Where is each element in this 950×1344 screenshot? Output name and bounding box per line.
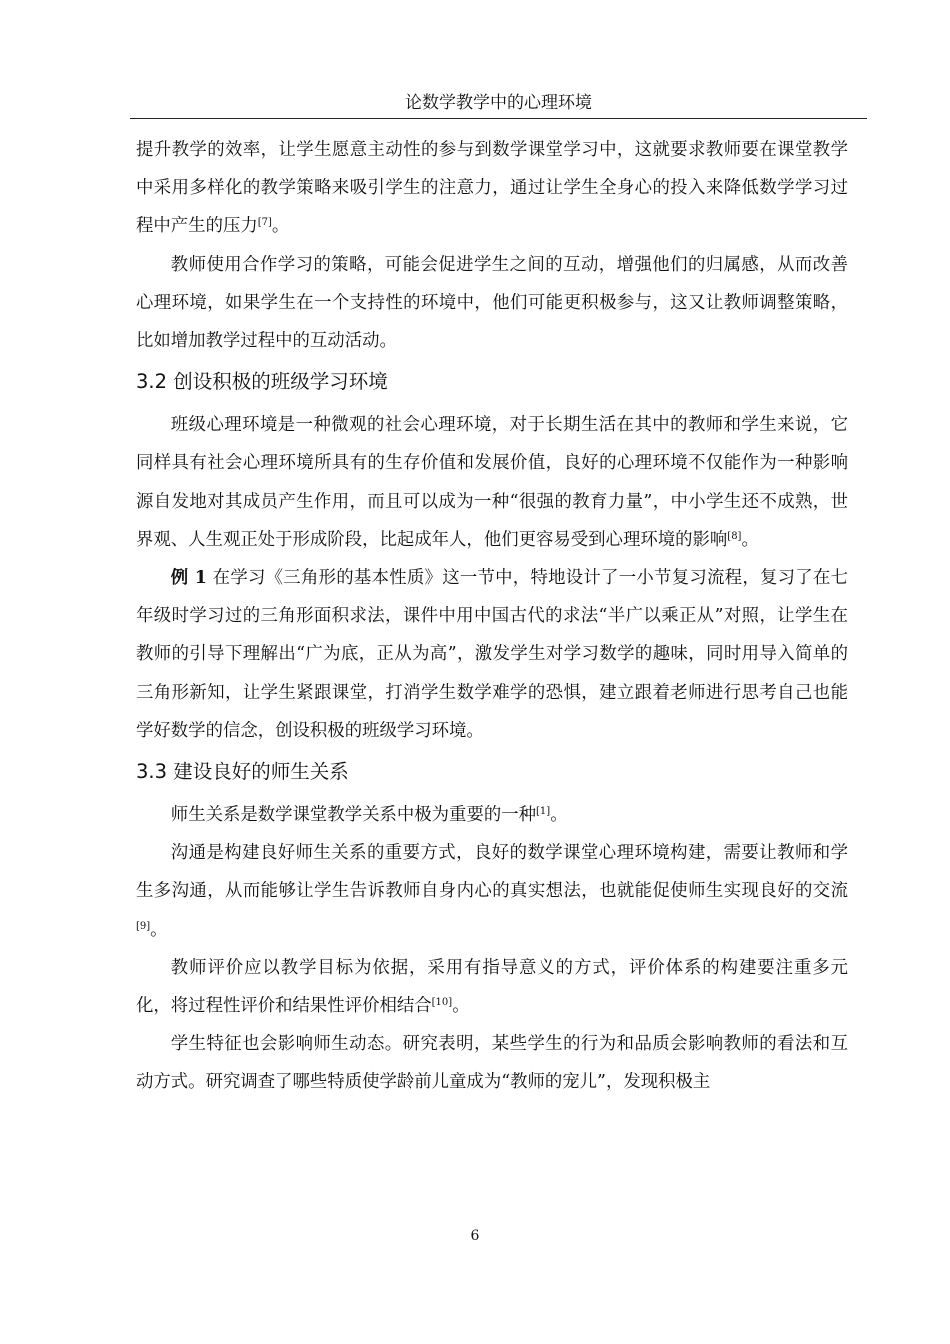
page-number: 6 [470, 1228, 480, 1244]
paragraph-text: 班级心理环境是一种微观的社会心理环境，对于长期生活在其中的教师和学生来说，它同样具有社会心理环境所具有的生存价值和发展价值，良好的心理环境不仅能作为一种影响源自发地对其成员产生作用，而且可以成为一种“很强的教育力量”，中小学生还不成熟，世界观、人生观正处于形成阶段，比起成年人，他们更容易受到心理环境的影响 [136, 415, 848, 550]
paragraph-text: 师生关系是数学课堂教学关系中极为重要的一种 [170, 805, 537, 826]
page-body [136, 131, 848, 1102]
paragraph-punct: 。 [150, 919, 168, 940]
header-rule [130, 118, 867, 119]
paragraph-example-1 [136, 559, 848, 750]
paragraph-evaluation [136, 949, 848, 1025]
example-label: 例 1 [170, 568, 207, 589]
section-heading-3-2: 3.2 创设积极的班级学习环境 [136, 370, 388, 394]
citation-ref: [10] [431, 997, 453, 1009]
paragraph-text: 沟通是构建良好师生关系的重要方式，良好的数学课堂心理环境构建，需要让教师和学生多沟通，从而能够让学生告诉教师自身内心的真实想法，也就能促使师生实现良好的交流 [136, 843, 848, 902]
paragraph-punct: 。 [271, 216, 290, 237]
citation-ref: [1] [536, 806, 551, 818]
paragraph-punct: 。 [550, 805, 568, 826]
citation-ref: [9] [136, 920, 151, 932]
paragraph-punct: 。 [452, 996, 470, 1017]
running-header: 论数学教学中的心理环境 [405, 93, 592, 113]
paragraph-class-environment [136, 406, 848, 559]
citation-ref: [7] [257, 217, 272, 229]
section-heading-3-3: 3.3 建设良好的师生关系 [136, 760, 349, 784]
paragraph-student-traits: 学生特征也会影响师生动态。研究表明，某些学生的行为和品质会影响教师的看法和互动方式。研究调查了哪些特质使学龄前儿童成为“教师的宠儿”，发现积极主 [136, 1034, 848, 1093]
paragraph-teacher-student-relation [136, 796, 848, 834]
citation-ref: [8] [727, 530, 742, 542]
paragraph-continuation [136, 131, 848, 246]
paragraph-cooperative-learning: 教师使用合作学习的策略，可能会促进学生之间的互动，增强他们的归属感，从而改善心理环境，如果学生在一个支持性的环境中，他们可能更积极参与，这又让教师调整策略，比如增加教学过程中的互动活动。 [136, 254, 848, 352]
paragraph-text: 提升教学的效率，让学生愿意主动性的参与到数学课堂学习中，这就要求教师要在课堂教学中采用多样化的教学策略来吸引学生的注意力，通过让学生全身心的投入来降低数学学习过程中产生的压力 [136, 140, 848, 237]
paragraph-text: 在学习《三角形的基本性质》这一节中，特地设计了一小节复习流程，复习了在七年级时学习过的三角形面积求法，课件中用中国古代的求法“半广以乘正从”对照，让学生在教师的引导下理解出“广为底，正从为高”，激发学生对学习数学的趣味，同时用导入简单的三角形新知，让学生紧跟课堂，打消学生数学难学的恐惧，建立跟着老师进行思考自己也能学好数学的信念，创设积极的班级学习环境。 [136, 568, 848, 741]
paragraph-punct: 。 [741, 529, 759, 550]
paragraph-communication [136, 834, 848, 949]
paragraph-text: 教师评价应以教学目标为依据，采用有指导意义的方式，评价体系的构建要注重多元化，将过程性评价和结果性评价相结合 [136, 957, 848, 1017]
